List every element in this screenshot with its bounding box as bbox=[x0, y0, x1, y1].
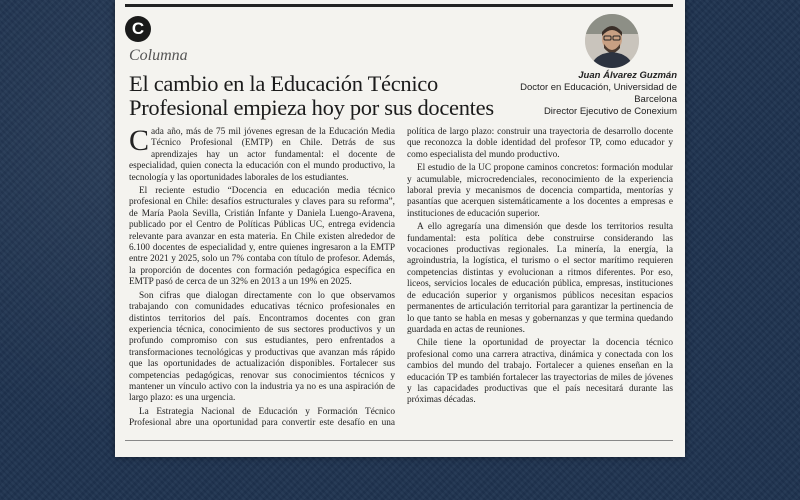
top-rule bbox=[125, 4, 673, 7]
article-paragraph: El reciente estudio “Docencia en educación media técnico profesional en Chile: desafíos estructurales y claves para su reforma”, de María Paola Sevilla, Cristián Infante y Daniela Luengo-Aravena, publicado por el Centro de Políticas Públicas UC, entrega evidencia relevante para avanzar en esta materia. En Chile existen alrededor de 6.100 docentes de especialidad y, entre quienes ingresaron a la EMTP entre 2021 y 2025, solo un 7% contaba con título de profesor. Además, la proporción de docentes con formación pedagógica específica en EMTP pasó de cerca de un 32% en 2013 a un 19% en 2025. bbox=[129, 186, 395, 288]
author-photo bbox=[585, 14, 639, 68]
article-paragraph: La Estrategia Nacional de Educación y Formación Técnico Profesional abre una oportunidad para convertir este desafío en una política de largo plazo: construir una trayectoria de desarrollo docente que reconozca la doble identidad del profesor TP, como educador y como especialista del mundo productivo. bbox=[129, 127, 673, 429]
bottom-rule bbox=[125, 440, 673, 441]
headline: El cambio en la Educación Técnico Profesional empieza hoy por sus docentes bbox=[129, 71, 494, 120]
article-paragraph: A ello agregaría una dimensión que desde los territorios resulta fundamental: esta política debe construirse considerando las vocaciones productivas regionales. La minería, la energía, la agroindustria, la logística, el turismo o el sector marítimo requieren competencias distintas y evolucionan a ritmos diferentes. Por eso, liceos, servicios locales de educación pública, empresas, instituciones de educación superior y organismos públicos necesitan espacios permanentes de articulación territorial para garantizar la pertinencia de lo que tanto se habla en mesas y gobernanzas y que termina quedando guardada en actas de reuniones. bbox=[407, 222, 673, 335]
article-body bbox=[129, 124, 673, 437]
author-portrait-image bbox=[585, 14, 639, 68]
author-byline bbox=[502, 70, 677, 118]
author-credential: Doctor en Educación, Universidad de Barcelona bbox=[520, 82, 677, 105]
author-role: Director Ejecutivo de Conexium bbox=[543, 106, 677, 117]
author-name: Juan Álvarez Guzmán bbox=[578, 70, 677, 81]
article-paragraph: Cada año, más de 75 mil jóvenes egresan de la Educación Media Técnico Profesional (EMTP) en Chile. Detrás de sus aprendizajes hay un actor fundamental: el docente de especialidad, quien conecta la educación con el mundo productivo, la tecnología y las oportunidades laborales de los estudiantes. bbox=[129, 124, 395, 183]
article-paragraph: El estudio de la UC propone caminos concretos: formación modular y acumulable, microcredenciales, reconocimiento de la experiencia laboral previa y mecanismos de docencia compartida, mentorías y pasantías que acerquen sistemáticamente a los docentes a empresas e instituciones de educación superior. bbox=[407, 163, 673, 219]
section-label: Columna bbox=[129, 47, 188, 64]
column-badge: C bbox=[125, 16, 151, 42]
article-paragraph: Son cifras que dialogan directamente con lo que observamos trabajando con comunidades educativas técnico profesionales en distintos territorios del país. Encontramos docentes con gran experiencia técnica, conocimiento de sus sectores productivos y un profundo compromiso con sus estudiantes, pero enfrentados a transformaciones tecnológicas y productivas que avanzan más rápido que las oportunidades de actualización disponibles. Fortalecer sus competencias pedagógicas, renovar sus conocimientos técnicos y mantener un vínculo activo con la industria ya no es una aspiración de largo plazo: es una urgencia. bbox=[129, 290, 395, 404]
newspaper-clipping bbox=[115, 0, 685, 457]
article-paragraph: Chile tiene la oportunidad de proyectar la docencia técnico profesional como una carrera atractiva, dinámica y conectada con los cambios del mundo del trabajo. Fortalecer a quienes enseñan en la educación TP es también fortalecer las trayectorias de miles de jóvenes y las capacidades productivas que el país necesitará durante las próximas décadas. bbox=[407, 338, 673, 406]
